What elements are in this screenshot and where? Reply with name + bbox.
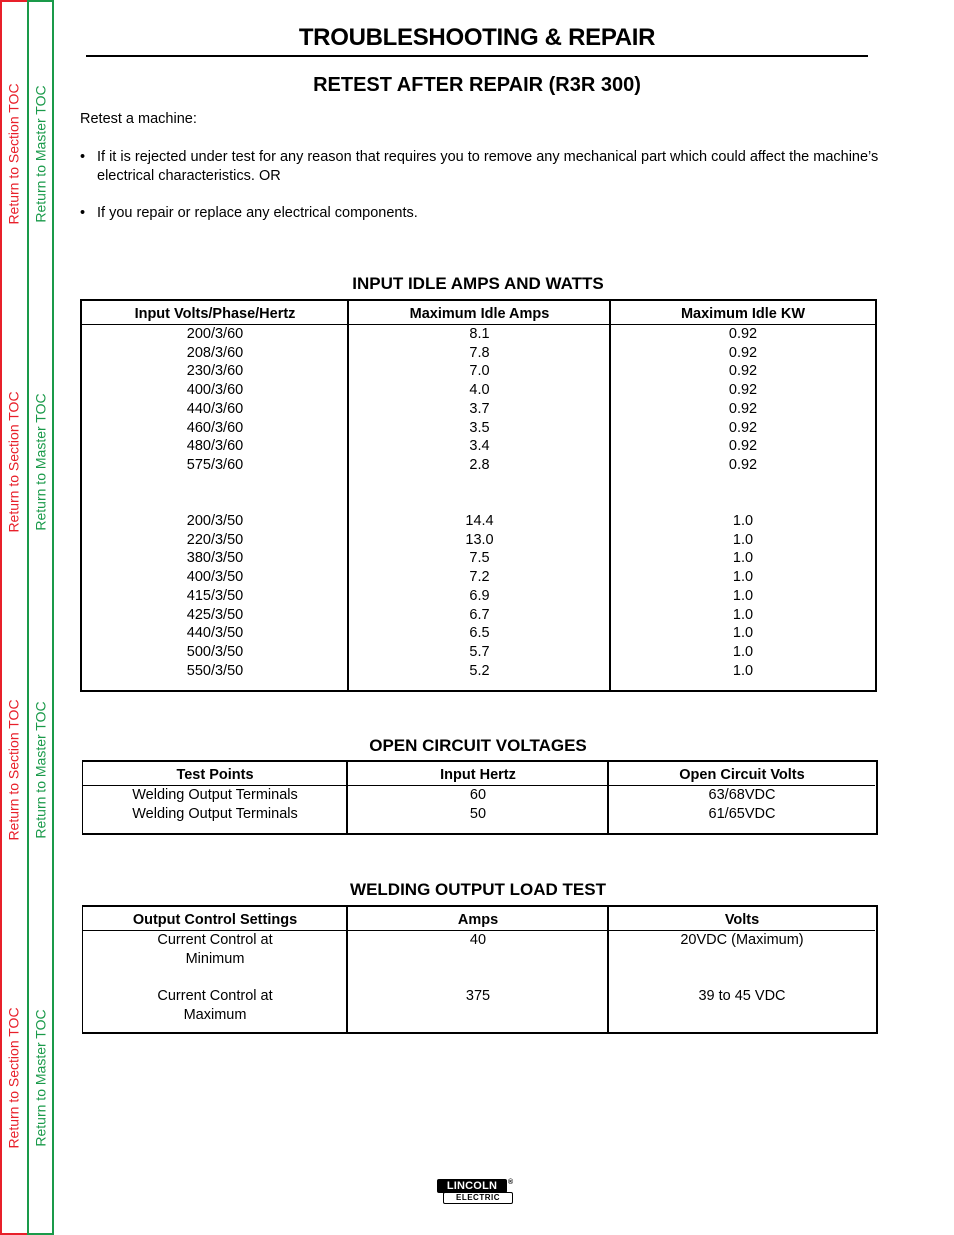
bullet-text: If it is rejected under test for any reason that requires you to remove any mechanical part which could affect the machine’s electrical characteristics. OR — [97, 149, 879, 184]
blank-cell — [348, 968, 608, 987]
input-volts-column — [82, 301, 348, 690]
page-title: TROUBLESHOOTING & REPAIR — [298, 24, 656, 51]
idle-amps-column — [347, 301, 610, 690]
idle-table-heading: INPUT IDLE AMPS AND WATTS — [352, 274, 604, 293]
idle-amps-cell: 6.5 — [469, 625, 490, 642]
idle-kw-cell: 1.0 — [732, 662, 754, 679]
input-volts-cell: 480/3/60 — [186, 438, 244, 455]
input-volts-cell: 400/3/60 — [186, 382, 244, 399]
idle-amps-cell: 5.7 — [469, 643, 490, 660]
open-circuit-volts-cell: 63/68VDC — [708, 787, 776, 803]
test-points-cells — [83, 786, 347, 823]
column-header: Input Volts/Phase/Hertz — [82, 301, 348, 325]
idle-amps-cell: 3.5 — [469, 419, 490, 436]
bullet-dot: • — [80, 205, 86, 221]
load-amps-cell: 375 — [465, 988, 491, 1005]
logo-registered-mark: ® — [508, 1179, 514, 1186]
column-header: Maximum Idle KW — [611, 301, 875, 325]
blank-cell — [609, 1006, 875, 1025]
idle-kw-cell: 1.0 — [732, 531, 754, 548]
title-divider — [86, 55, 868, 57]
group-spacer — [349, 475, 610, 512]
return-to-section-toc-link[interactable]: Return to Section TOC — [5, 699, 22, 841]
column-header: Maximum Idle Amps — [349, 301, 610, 325]
bullet-dot: • — [80, 149, 86, 165]
idle-amps-cell: 8.1 — [469, 326, 490, 342]
group-spacer — [611, 475, 875, 512]
idle-amps-cell: 5.2 — [469, 662, 490, 679]
logo-bottom: ELECTRIC — [443, 1192, 513, 1204]
idle-kw-cell: 0.92 — [728, 438, 758, 455]
input-hertz-column — [346, 762, 608, 833]
input-hertz-cell: 60 — [469, 787, 487, 803]
group-spacer — [82, 475, 348, 512]
blank-cell — [348, 950, 608, 969]
load-amps-cell: 40 — [469, 932, 487, 948]
idle-amps-cell: 7.0 — [469, 363, 490, 380]
test-point-cell: Welding Output Terminals — [132, 787, 298, 803]
idle-amps-cell: 7.2 — [469, 569, 490, 586]
input-hertz-cell: 50 — [469, 805, 487, 822]
return-to-master-toc-link[interactable]: Return to Master TOC — [32, 1009, 49, 1147]
return-to-section-toc-link[interactable]: Return to Section TOC — [5, 83, 22, 225]
idle-amps-cell: 6.9 — [469, 587, 490, 604]
idle-amps-cell: 13.0 — [465, 531, 494, 548]
idle-amps-cell: 7.5 — [469, 550, 490, 567]
output-control-column — [83, 907, 347, 1032]
open-circuit-volts-column — [607, 762, 875, 833]
kw-cells — [611, 325, 875, 680]
intro-text: Retest a machine: — [80, 111, 197, 127]
load-table-heading: WELDING OUTPUT LOAD TEST — [350, 880, 606, 899]
input-volts-cell: 440/3/50 — [186, 625, 244, 642]
idle-kw-cell: 1.0 — [732, 550, 754, 567]
idle-kw-cell: 1.0 — [732, 569, 754, 586]
input-volts-cell: 500/3/50 — [186, 643, 244, 660]
idle-kw-column — [609, 301, 875, 690]
idle-kw-cell: 1.0 — [732, 643, 754, 660]
test-points-column — [83, 762, 347, 833]
bullet-text: If you repair or replace any electrical components. — [97, 205, 418, 221]
return-to-section-toc-link[interactable]: Return to Section TOC — [5, 391, 22, 533]
idle-kw-cell: 0.92 — [728, 326, 758, 342]
volts-cells — [82, 325, 348, 680]
idle-kw-cell: 0.92 — [728, 363, 758, 380]
bullet-item — [80, 148, 880, 186]
load-test-table — [82, 905, 878, 1034]
input-volts-cell: 550/3/50 — [186, 662, 244, 679]
column-header: Output Control Settings — [83, 907, 347, 931]
column-header: Volts — [609, 907, 875, 931]
hertz-cells — [348, 786, 608, 823]
column-header: Test Points — [83, 762, 347, 786]
output-control-cell: Maximum — [183, 1006, 247, 1023]
idle-kw-cell: 1.0 — [732, 606, 754, 623]
bullet-item — [80, 204, 880, 223]
idle-amps-cell: 4.0 — [469, 382, 490, 399]
amps-cells — [349, 325, 610, 680]
blank-cell — [83, 968, 347, 987]
load-volts-cells — [609, 931, 875, 1025]
idle-amps-cell: 3.7 — [469, 400, 490, 417]
load-volts-column — [607, 907, 875, 1032]
load-volts-cell: 20VDC (Maximum) — [680, 932, 804, 948]
ocv-volts-cells — [609, 786, 875, 823]
return-to-master-toc-link[interactable]: Return to Master TOC — [32, 393, 49, 531]
input-volts-cell: 425/3/50 — [186, 606, 244, 623]
input-volts-cell: 440/3/60 — [186, 400, 244, 417]
idle-kw-cell: 0.92 — [728, 382, 758, 399]
load-volts-cell: 39 to 45 VDC — [698, 988, 786, 1005]
input-volts-cell: 575/3/60 — [186, 456, 244, 473]
column-header: Input Hertz — [348, 762, 608, 786]
idle-kw-cell: 1.0 — [732, 625, 754, 642]
logo-top: LINCOLN — [437, 1179, 507, 1193]
idle-kw-cell: 0.92 — [728, 419, 758, 436]
input-volts-cell: 200/3/50 — [186, 513, 244, 530]
open-circuit-volts-cell: 61/65VDC — [708, 805, 776, 822]
column-header: Open Circuit Volts — [609, 762, 875, 786]
open-circuit-table — [82, 760, 878, 835]
blank-cell — [609, 950, 875, 969]
input-volts-cell: 380/3/50 — [186, 550, 244, 567]
input-volts-cell: 200/3/60 — [186, 326, 244, 342]
idle-amps-cell: 6.7 — [469, 606, 490, 623]
section-title: RETEST AFTER REPAIR (R3R 300) — [313, 74, 641, 96]
idle-kw-cell: 1.0 — [732, 513, 754, 530]
load-amps-column — [346, 907, 608, 1032]
idle-amps-cell: 2.8 — [469, 456, 490, 473]
load-amps-cells — [348, 931, 608, 1025]
input-volts-cell: 220/3/50 — [186, 531, 244, 548]
settings-cells — [83, 931, 347, 1025]
idle-kw-cell: 0.92 — [728, 344, 758, 361]
input-volts-cell: 230/3/60 — [186, 363, 244, 380]
lincoln-electric-logo — [437, 1179, 515, 1205]
input-volts-cell: 208/3/60 — [186, 344, 244, 361]
ocv-table-heading: OPEN CIRCUIT VOLTAGES — [369, 736, 587, 755]
input-volts-cell: 415/3/50 — [186, 587, 244, 604]
idle-amps-cell: 7.8 — [469, 344, 490, 361]
test-point-cell: Welding Output Terminals — [132, 805, 298, 822]
idle-amps-cell: 3.4 — [469, 438, 490, 455]
idle-amps-table — [80, 299, 877, 692]
return-to-master-toc-link[interactable]: Return to Master TOC — [32, 701, 49, 839]
input-volts-cell: 460/3/60 — [186, 419, 244, 436]
blank-cell — [609, 968, 875, 987]
output-control-cell: Minimum — [185, 950, 245, 967]
idle-amps-cell: 14.4 — [465, 513, 494, 530]
idle-kw-cell: 0.92 — [728, 400, 758, 417]
idle-kw-cell: 0.92 — [728, 456, 758, 473]
input-volts-cell: 400/3/50 — [186, 569, 244, 586]
output-control-cell: Current Control at — [157, 932, 273, 948]
blank-cell — [348, 1006, 608, 1025]
idle-kw-cell: 1.0 — [732, 587, 754, 604]
column-header: Amps — [348, 907, 608, 931]
return-to-section-toc-link[interactable]: Return to Section TOC — [5, 1007, 22, 1149]
return-to-master-toc-link[interactable]: Return to Master TOC — [32, 85, 49, 223]
output-control-cell: Current Control at — [157, 988, 273, 1005]
